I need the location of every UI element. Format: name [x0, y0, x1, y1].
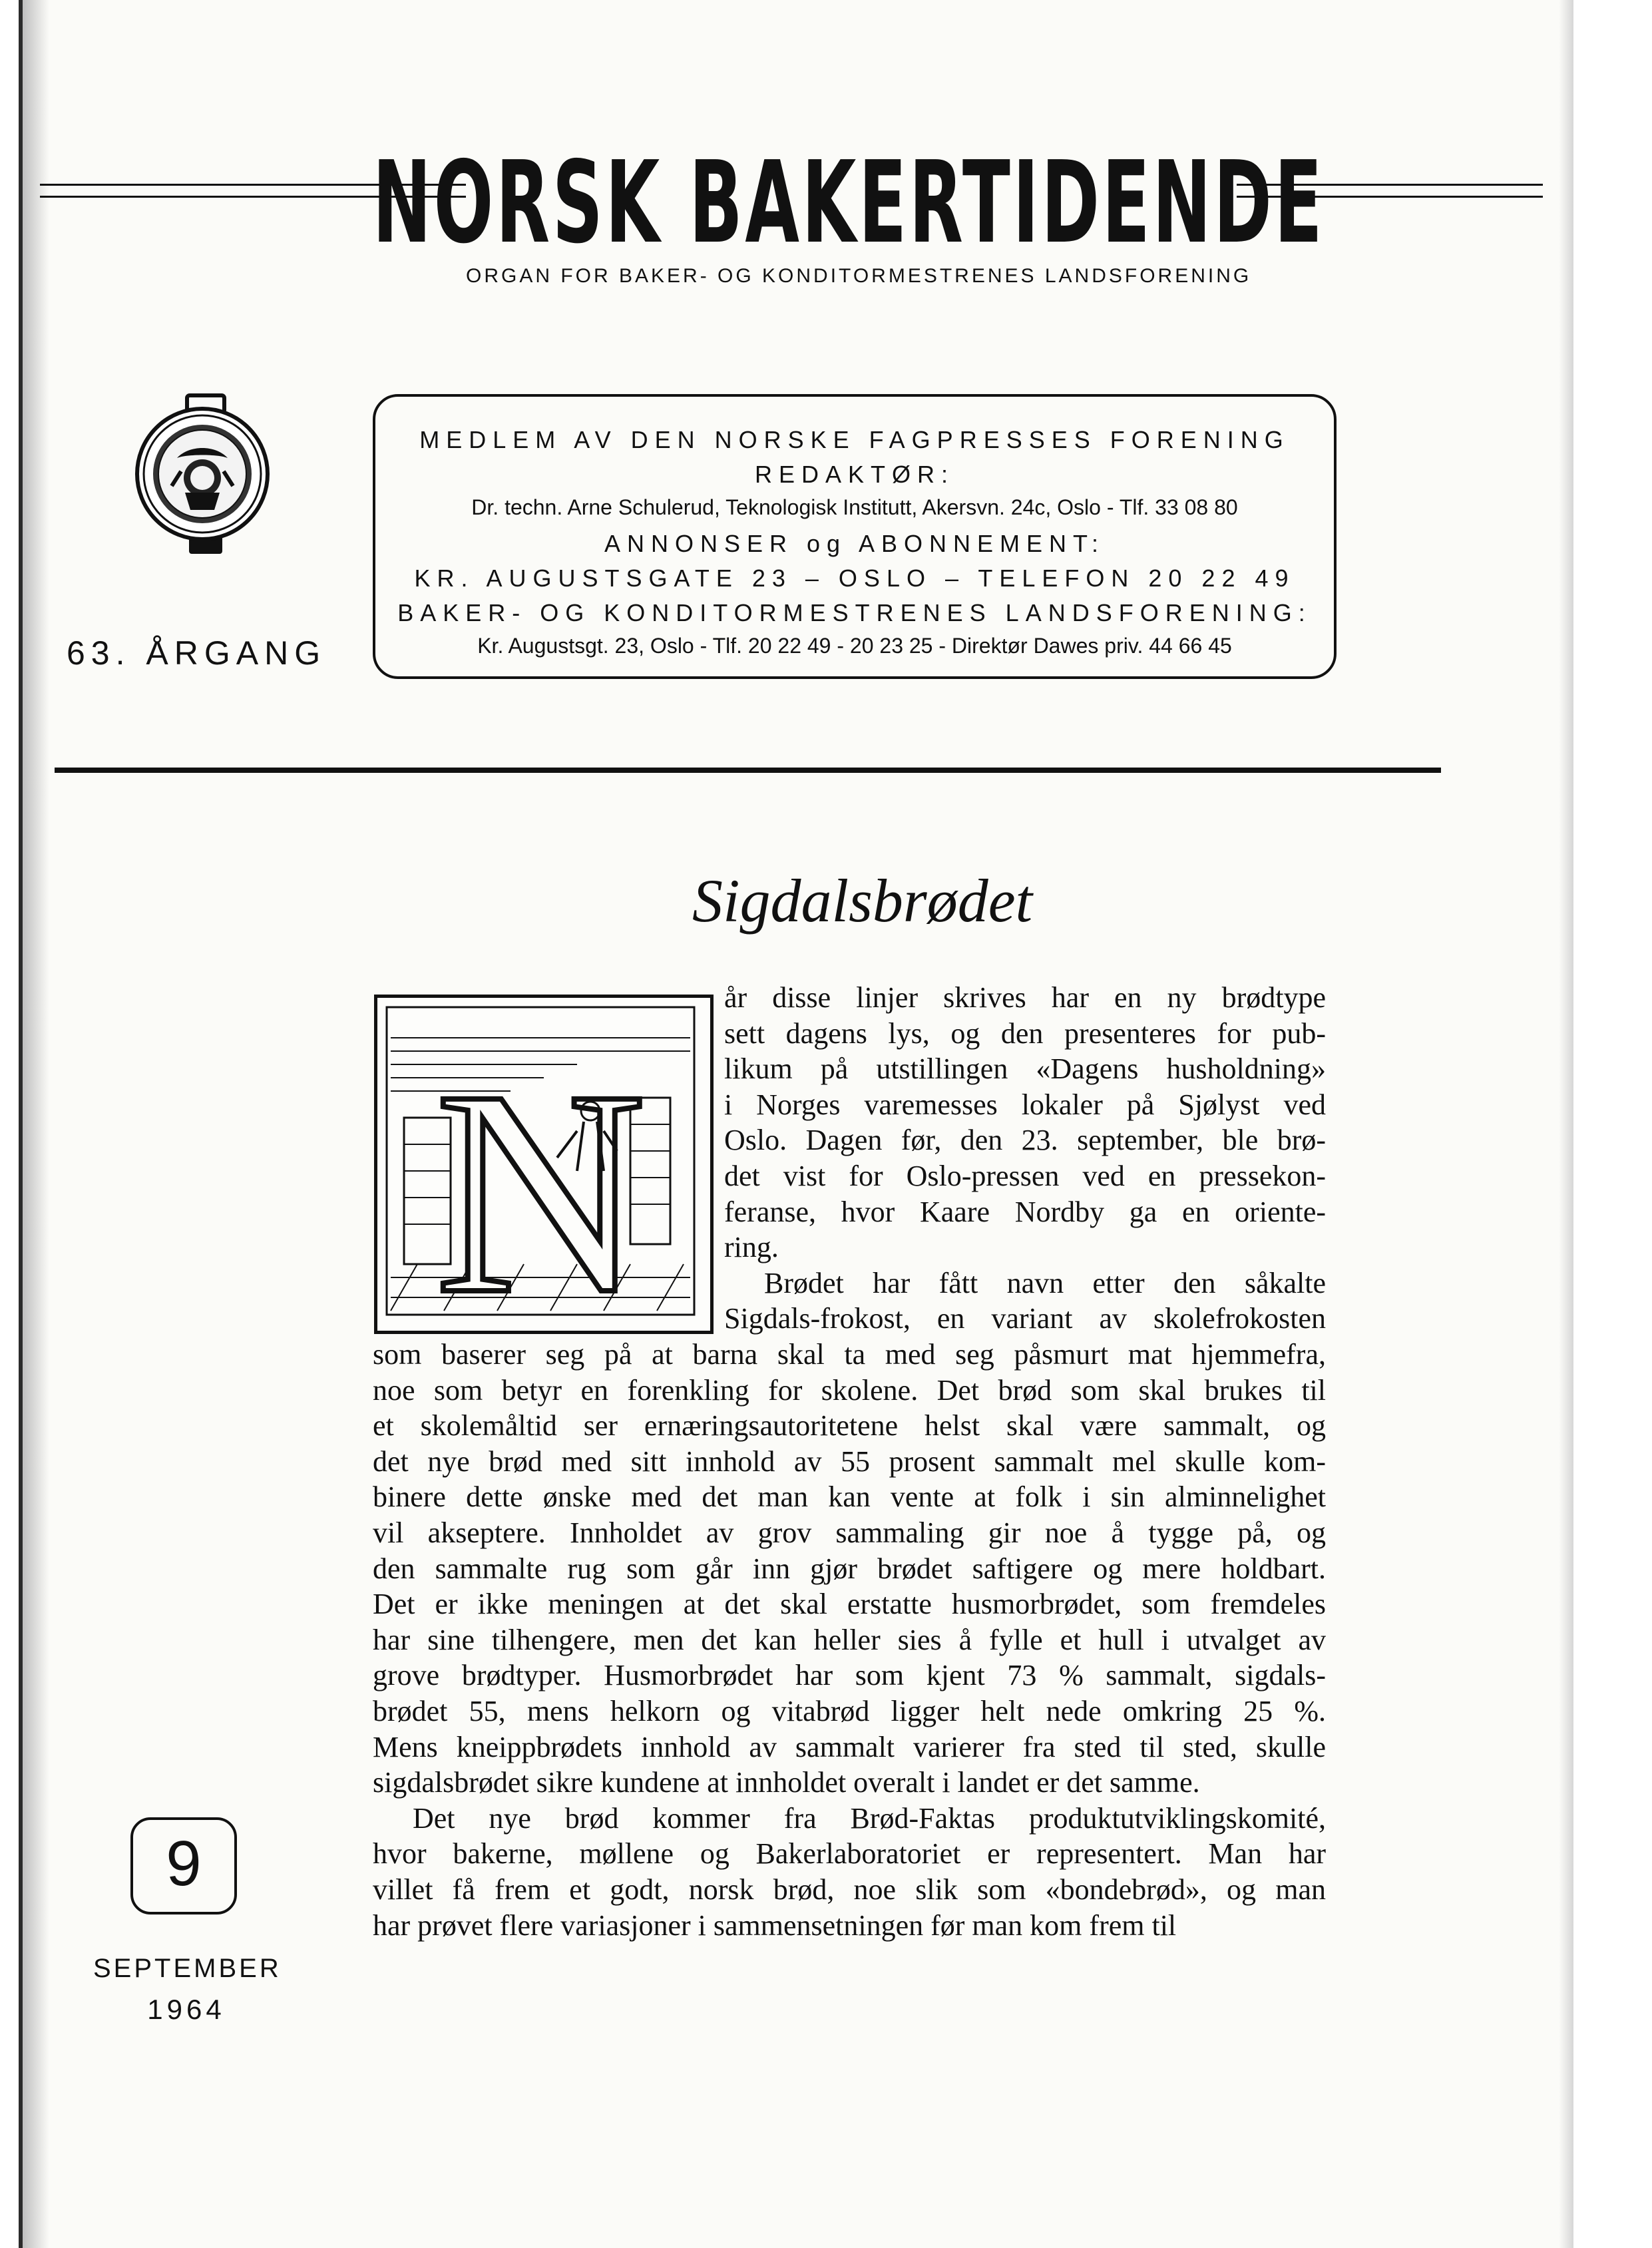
article-title: Sigdalsbrødet [692, 867, 1033, 935]
article-line: Oslo. Dagen før, den 23. september, ble brø- [724, 1124, 1326, 1156]
article-line: i Norges varemesses lokaler på Sjølyst ved [724, 1088, 1326, 1121]
editor-line: Dr. techn. Arne Schulerud, Teknologisk Institutt, Akersvn. 24c, Oslo - Tlf. 33 08 80 [471, 495, 1238, 519]
masthead-subtitle: ORGAN FOR BAKER- OG KONDITORMESTRENES LANDSFORENING [466, 265, 1252, 287]
article-line: grove brødtyper. Husmorbrødet har som kjent 73 % sammalt, sigdals- [373, 1659, 1326, 1691]
volume-label: 63. ÅRGANG [67, 634, 327, 672]
membership-line: MEDLEM AV DEN NORSKE FAGPRESSES FORENING [419, 426, 1290, 453]
article-line: villet få frem et godt, norsk brød, noe slik som «bondebrød», og man [373, 1873, 1326, 1906]
article-line: feranse, hvor Kaare Nordby ga en oriente- [724, 1196, 1326, 1228]
article-line: den sammalte rug som går inn gjør brødet saftigere og mere holdbart. [373, 1552, 1326, 1585]
article-line: hvor bakerne, møllene og Bakerlaboratoriet er representert. Man har [373, 1837, 1326, 1870]
association-address: Kr. Augustsgt. 23, Oslo - Tlf. 20 22 49 - 20 23 25 - Direktør Dawes priv. 44 66 45 [477, 634, 1232, 658]
article-line: binere dette ønske med det man kan vente at folk i sin alminnelighet [373, 1480, 1326, 1513]
article-line: Sigdals-frokost, en variant av skolefrokosten [724, 1302, 1326, 1335]
article-line: har prøvet flere variasjoner i sammensetningen før man kom frem til [373, 1909, 1177, 1942]
article-line: år disse linjer skrives har en ny brødtype [724, 981, 1326, 1014]
article-line: har sine tilhengere, men det kan heller sies å fylle et hull i utvalget av [373, 1624, 1326, 1656]
article-line: det vist for Oslo-pressen ved en pressekon- [724, 1160, 1326, 1192]
article-line: brødet 55, mens helkorn og vitabrød ligger helt nede omkring 25 %. [373, 1695, 1326, 1727]
issue-number: 9 [166, 1828, 202, 1899]
article-line: Mens kneippbrødets innhold av sammalt varierer fra sted til sted, skulle [373, 1731, 1326, 1763]
article-line: et skolemåltid ser ernæringsautoritetene helst skal være sammalt, og [373, 1409, 1326, 1442]
binding-shadow [23, 0, 49, 2248]
association-heading: BAKER- OG KONDITORMESTRENES LANDSFORENING: [397, 599, 1312, 626]
article-line: Det nye brød kommer fra Brød-Faktas produktutviklingskomité, [413, 1802, 1326, 1835]
guild-seal-icon [124, 393, 277, 559]
illustrated-drop-cap [374, 995, 714, 1334]
article-line: som baserer seg på at barna skal ta med seg påsmurt mat hjemmefra, [373, 1338, 1326, 1371]
ads-heading: ANNONSER og ABONNEMENT: [604, 530, 1106, 557]
issue-month: SEPTEMBER [93, 1954, 282, 1983]
masthead-title: NORSK BAKERTIDENDE [372, 137, 1325, 269]
ads-address: KR. AUGUSTSGATE 23 – OSLO – TELEFON 20 22 49 [414, 564, 1295, 592]
svg-text:N: N [435, 1030, 646, 1324]
article-line: sett dagens lys, og den presenteres for pub- [724, 1017, 1326, 1050]
article-line: noe som betyr en forenkling for skolene. Det brød som skal brukes til [373, 1374, 1326, 1407]
publication-info-box [373, 394, 1337, 679]
editor-heading: REDAKTØR: [754, 461, 955, 488]
article-line: Det er ikke meningen at det skal erstatte husmorbrødet, som fremdeles [373, 1588, 1326, 1620]
article-line: vil akseptere. Innholdet av grov sammaling gir noe å tygge på, og [373, 1516, 1326, 1549]
article-line: det nye brød med sitt innhold av 55 prosent sammalt mel skulle kom- [373, 1445, 1326, 1478]
section-divider [55, 768, 1441, 773]
article-line: ring. [724, 1231, 779, 1263]
page-edge-shadow [1559, 0, 1573, 2248]
article-line: sigdalsbrødet sikre kundene at innholdet overalt i landet er det samme. [373, 1766, 1200, 1799]
article-line: likum på utstillingen «Dagens husholdning» [724, 1052, 1326, 1085]
issue-year: 1964 [147, 1994, 226, 2025]
article-line: Brødet har fått navn etter den såkalte [764, 1267, 1326, 1299]
